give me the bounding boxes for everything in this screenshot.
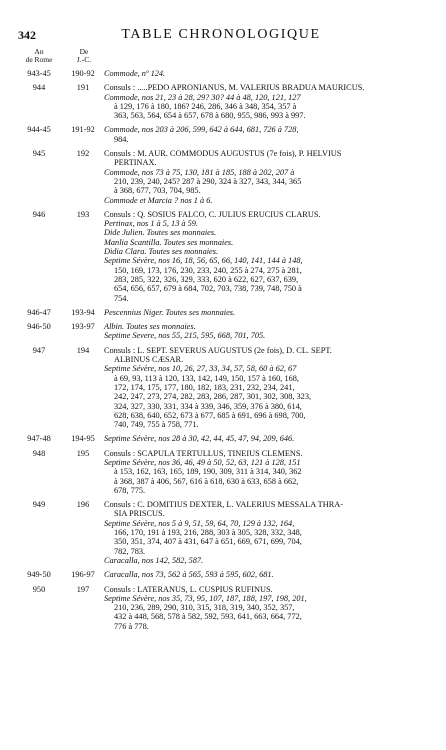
entry-line: Consuls : .....PEDO APRONIANUS, M. VALERIUS BRADUA MAURICUS.	[104, 83, 365, 93]
chronology-entry	[16, 500, 426, 565]
entry-line: 242, 247, 273, 274, 282, 283, 286, 287, 301, 302, 308, 323,	[114, 392, 312, 402]
entry-text	[104, 346, 426, 430]
column-header-de-rome: de Rome	[25, 55, 53, 64]
entry-line: Caracalla, nos 142, 582, 587.	[104, 555, 204, 565]
entry-line: Commode, nº 124.	[104, 69, 166, 78]
entry-line: à 368, 677, 703, 704, 985.	[114, 186, 201, 196]
chronology-entry	[16, 322, 426, 341]
year-ad: 193	[76, 209, 90, 219]
entry-line: 754.	[114, 293, 129, 303]
entry-line: Pertinax, nos 1 à 5, 13 à 59.	[104, 219, 199, 229]
entry-text	[104, 83, 426, 120]
entry-line: Consuls : LATERANUS, L. CUSPIUS RUFINUS.	[104, 584, 273, 594]
chronology-entry	[16, 69, 426, 78]
chronology-entry	[16, 149, 426, 205]
entry-line: à 153, 162, 163, 165, 189, 190, 309, 311 à 314, 340, 362	[114, 467, 302, 477]
entry-line: Albin. Toutes ses monnaies.	[104, 322, 196, 332]
chronology-entry	[16, 449, 426, 495]
chronology-entry	[16, 570, 426, 579]
entry-line: Septime Sévère, nos 36, 46, 49 à 50, 52, 63, 121 à 128, 151	[104, 457, 301, 467]
column-header-jc: J.-C.	[76, 55, 92, 64]
year-ad: 193-94	[71, 307, 95, 317]
year-ad: 191	[76, 83, 90, 93]
entry-text	[104, 500, 426, 565]
chronology-entry	[16, 210, 426, 303]
entry-line: 628, 638, 640, 652, 673 à 677, 685 à 691, 696 à 698, 700,	[114, 410, 306, 420]
year-of-rome: 949-50	[27, 570, 51, 580]
year-ad: 192	[76, 149, 90, 159]
entry-text	[104, 570, 426, 579]
entry-line: ALBINUS CÆSAR.	[114, 355, 184, 365]
entry-line: Commode et Marcia ? nos 1 à 6.	[104, 195, 213, 205]
page-header	[16, 28, 426, 46]
entry-line: Septime Sévère, nos 5 à 9, 51, 59, 64, 70, 129 à 132, 164,	[104, 518, 295, 528]
entry-line: Consuls : L. SEPT. SEVERUS AUGUSTUS (2e fois), D. CL. SEPT.	[104, 345, 332, 355]
year-of-rome: 943-45	[27, 69, 51, 78]
entry-line: Manlia Scantilla. Toutes ses monnaies.	[104, 237, 234, 247]
entry-line: 350, 351, 374, 407 à 431, 647 à 651, 669, 671, 699, 704,	[114, 537, 302, 547]
chronology-entry	[16, 83, 426, 120]
entry-line: 150, 169, 173, 176, 230, 233, 240, 255 à 274, 275 à 281,	[114, 265, 302, 275]
entry-line: 210, 239, 240, 245? 287 à 290, 324 à 327, 343, 344, 365	[114, 176, 302, 186]
column-header-de-jc	[62, 48, 106, 64]
entry-text	[104, 585, 426, 631]
chronology-entry	[16, 308, 426, 317]
column-header-an: An	[34, 47, 44, 56]
entry-text	[104, 69, 426, 78]
entry-line: 984.	[114, 134, 129, 144]
entry-line: Septime Sévère, nos 10, 26, 27, 33, 34, 57, 58, 60 à 62, 67	[104, 364, 297, 374]
entry-line: 678, 775.	[114, 485, 146, 495]
entry-line: Commode, nos 21, 23 à 28, 29? 30? 44 à 48, 120, 121, 127	[104, 92, 301, 102]
entry-text	[104, 149, 426, 205]
entry-line: Septime Severe, nos 55, 215, 595, 668, 701, 705.	[104, 331, 266, 341]
column-header-de: De	[79, 47, 89, 56]
year-ad: 190-92	[71, 69, 95, 78]
chronology-entry	[16, 125, 426, 144]
entry-line: Caracalla, nos 73, 562 à 565, 593 à 595, 602, 681.	[104, 570, 274, 580]
year-of-rome: 949	[32, 500, 46, 510]
entry-text	[104, 449, 426, 495]
year-of-rome: 946-50	[27, 322, 51, 332]
year-ad: 196	[76, 500, 90, 510]
entry-line: Didia Clara. Toutes ses monnaies.	[104, 247, 219, 257]
entry-text	[104, 434, 426, 443]
entry-line: Septime Sévère, nos 35, 73, 95, 107, 187, 188, 197, 198, 201,	[104, 593, 307, 603]
column-header-an-de-rome	[16, 48, 62, 64]
entry-line: 210, 236, 289, 290, 310, 315, 318, 319, 340, 352, 357,	[114, 603, 295, 613]
chronology-entries	[16, 69, 426, 631]
year-of-rome: 946	[32, 209, 46, 219]
year-ad: 191-92	[71, 125, 95, 135]
entry-line: Consuls : Q. SOSIUS FALCO, C. JULIUS ERUCIUS CLARUS.	[104, 209, 321, 219]
entry-line: Septime Sévère, nos 28 à 30, 42, 44, 45, 47, 94, 209, 646.	[104, 434, 295, 444]
entry-line: 172, 174, 175, 177, 180, 182, 183, 231, 232, 234, 241,	[114, 382, 295, 392]
year-ad: 196-97	[71, 570, 95, 580]
entry-line: Septime Sévère, nos 16, 18, 56, 65, 66, 140, 141, 144 à 148,	[104, 256, 303, 266]
entry-line: Consuls : C. DOMITIUS DEXTER, L. VALERIUS MESSALA THRA-	[104, 500, 344, 510]
chronology-entry	[16, 434, 426, 443]
year-of-rome: 944-45	[27, 125, 51, 135]
entry-line: Commode, nos 203 à 206, 599, 642 à 644, 681, 726 à 728,	[104, 125, 299, 135]
chronology-entry	[16, 346, 426, 430]
page-number: 342	[18, 28, 36, 42]
entry-line: SIA PRISCUS.	[114, 509, 165, 519]
entry-line: 654, 656, 657, 679 à 684, 702, 703, 738, 739, 748, 750 à	[114, 284, 302, 294]
entry-line: à 368, 387 à 406, 567, 616 à 618, 630 à 633, 658 à 662,	[114, 476, 299, 486]
entry-line: Pescennius Niger. Toutes ses monnaies.	[104, 307, 236, 317]
year-of-rome: 944	[32, 83, 46, 93]
year-of-rome: 947	[32, 345, 46, 355]
entry-line: 776 à 778.	[114, 621, 149, 631]
entry-line: 363, 563, 564, 654 à 657, 678 à 680, 955, 986, 993 à 997.	[114, 111, 306, 121]
page-title: TABLE CHRONOLOGIQUE	[121, 27, 321, 42]
entry-line: à 129, 176 à 180, 186? 246, 286, 346 à 348, 354, 357 à	[114, 101, 297, 111]
entry-text	[104, 125, 426, 144]
entry-text	[104, 308, 426, 317]
year-ad: 193-97	[71, 322, 95, 332]
entry-line: Consuls : M. AUR. COMMODUS AUGUSTUS (7e fois), P. HELVIUS	[104, 149, 342, 159]
entry-line: Dide Julien. Toutes ses monnaies.	[104, 228, 217, 238]
year-of-rome: 950	[32, 584, 46, 594]
year-ad: 194-95	[71, 434, 95, 444]
column-headers	[16, 48, 426, 64]
year-of-rome: 947-48	[27, 434, 51, 444]
entry-line: 166, 170, 191 à 193, 216, 288, 303 à 305, 328, 332, 348,	[114, 528, 302, 538]
entry-line: PERTINAX.	[114, 158, 157, 168]
entry-text	[104, 322, 426, 341]
entry-line: 324, 327, 330, 331, 334 à 339, 346, 359, 376 à 380, 614,	[114, 401, 302, 411]
year-ad: 194	[76, 345, 90, 355]
entry-line: 432 à 448, 568, 578 à 582, 592, 593, 641, 663, 664, 772,	[114, 612, 302, 622]
year-ad: 197	[76, 584, 90, 594]
entry-line: 740, 749, 755 à 758, 771.	[114, 420, 199, 430]
year-of-rome: 945	[32, 149, 46, 159]
entry-line: Commode, nos 73 à 75, 130, 181 à 185, 188 à 202, 207 à	[104, 167, 295, 177]
entry-line: 782, 783.	[114, 546, 146, 556]
year-ad: 195	[76, 448, 90, 458]
entry-text	[104, 210, 426, 303]
year-of-rome: 946-47	[27, 307, 51, 317]
entry-line: 283, 285, 322, 326, 329, 333, 620 à 622, 627, 637, 639,	[114, 274, 299, 284]
chronology-entry	[16, 585, 426, 631]
entry-line: Consuls : SCAPULA TERTULLUS, TINEIUS CLEMENS.	[104, 448, 303, 458]
year-of-rome: 948	[32, 448, 46, 458]
entry-line: à 69, 93, 113 à 120, 133, 142, 149, 150, 157 à 160, 168,	[114, 373, 299, 383]
